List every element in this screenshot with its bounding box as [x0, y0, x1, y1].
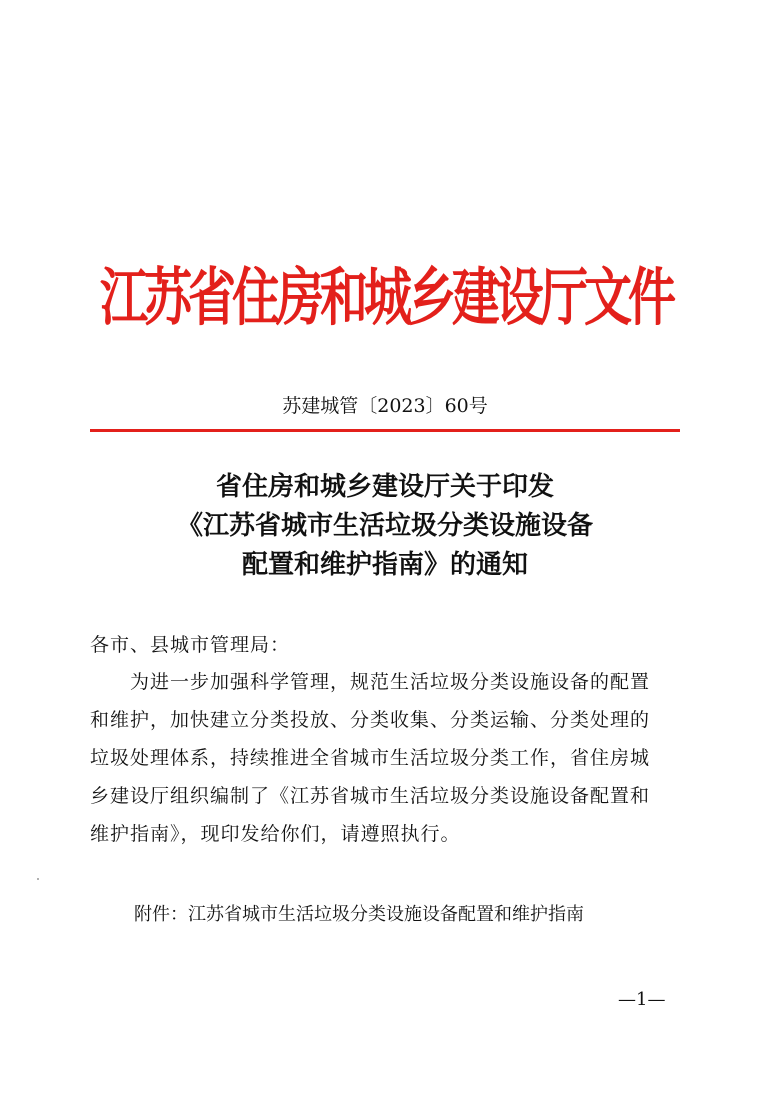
red-separator-line: [90, 429, 680, 432]
issuing-authority-header: 江苏省住房和城乡建设厅文件: [99, 261, 672, 335]
body-paragraph-line: 和维护，加快建立分类投放、分类收集、分类运输、分类处理的: [90, 709, 651, 731]
notice-title-line-2: 《江苏省城市生活垃圾分类设施设备: [176, 511, 593, 541]
salutation: 各市、县城市管理局：: [90, 634, 291, 656]
body-paragraph-line: 维护指南》，现印发给你们，请遵照执行。: [90, 823, 461, 845]
attachment-note: 附件：江苏省城市生活垃圾分类设施设备配置和维护指南: [134, 904, 584, 925]
scan-speck: [37, 878, 39, 880]
notice-title-line-3: 配置和维护指南》的通知: [241, 550, 528, 580]
notice-title-line-1: 省住房和城乡建设厅关于印发: [215, 472, 554, 502]
document-number: 苏建城管〔2023〕60号: [282, 395, 488, 417]
page-number: —1—: [618, 989, 666, 1010]
body-paragraph-line: 乡建设厅组织编制了《江苏省城市生活垃圾分类设施设备配置和: [90, 785, 651, 807]
body-paragraph-line: 为进一步加强科学管理，规范生活垃圾分类设施设备的配置: [130, 671, 651, 693]
body-paragraph-line: 垃圾处理体系，持续推进全省城市生活垃圾分类工作，省住房城: [90, 747, 651, 769]
